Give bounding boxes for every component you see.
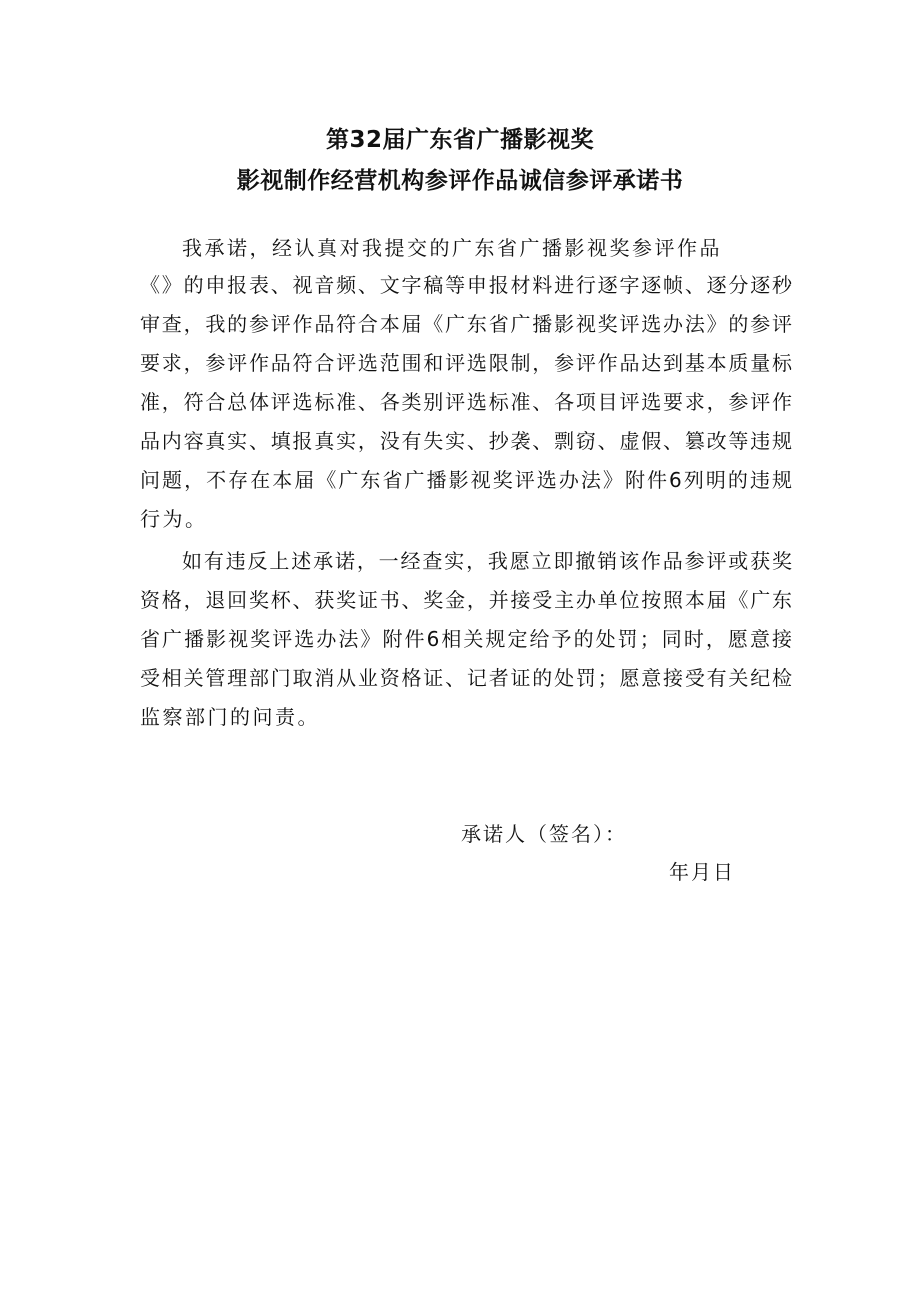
paragraph-line: 我承诺，经认真对我提交的广东省广播影视奖参评作品	[182, 236, 722, 260]
paragraph-line: 《》的申报表、视音频、文字稿等申报材料进行逐字逐帧、逐分逐秒	[140, 273, 792, 297]
paragraph-line: 如有违反上述承诺，一经查实，我愿立即撤销该作品参评或获奖	[182, 549, 792, 573]
document-title-line-1: 第32届广东省广播影视奖	[325, 127, 594, 153]
date-label: 年月日	[669, 860, 735, 884]
paragraph-line: 审查，我的参评作品符合本届《广东省广播影视奖评选办法》的参评	[140, 312, 792, 336]
paragraph-line: 问题，不存在本届《广东省广播影视奖评选办法》附件6列明的违规	[140, 468, 792, 492]
document-title-line-2: 影视制作经营机构参评作品诚信参评承诺书	[236, 168, 684, 194]
paragraph-line: 行为。	[140, 507, 208, 531]
signature-label: 承诺人（签名）：	[461, 822, 627, 846]
paragraph-line: 受相关管理部门取消从业资格证、记者证的处罚；愿意接受有关纪检	[140, 666, 792, 690]
paragraph-line: 要求，参评作品符合评选范围和评选限制，参评作品达到基本质量标	[140, 351, 792, 375]
paragraph-line: 品内容真实、填报真实，没有失实、抄袭、剽窃、虚假、篡改等违规	[140, 429, 792, 453]
paragraph-line: 省广播影视奖评选办法》附件6相关规定给予的处罚；同时，愿意接	[140, 627, 792, 651]
paragraph-line: 监察部门的问责。	[140, 705, 320, 729]
paragraph-line: 资格，退回奖杯、获奖证书、奖金，并接受主办单位按照本届《广东	[140, 588, 792, 612]
paragraph-line: 准，符合总体评选标准、各类别评选标准、各项目评选要求，参评作	[140, 390, 792, 414]
